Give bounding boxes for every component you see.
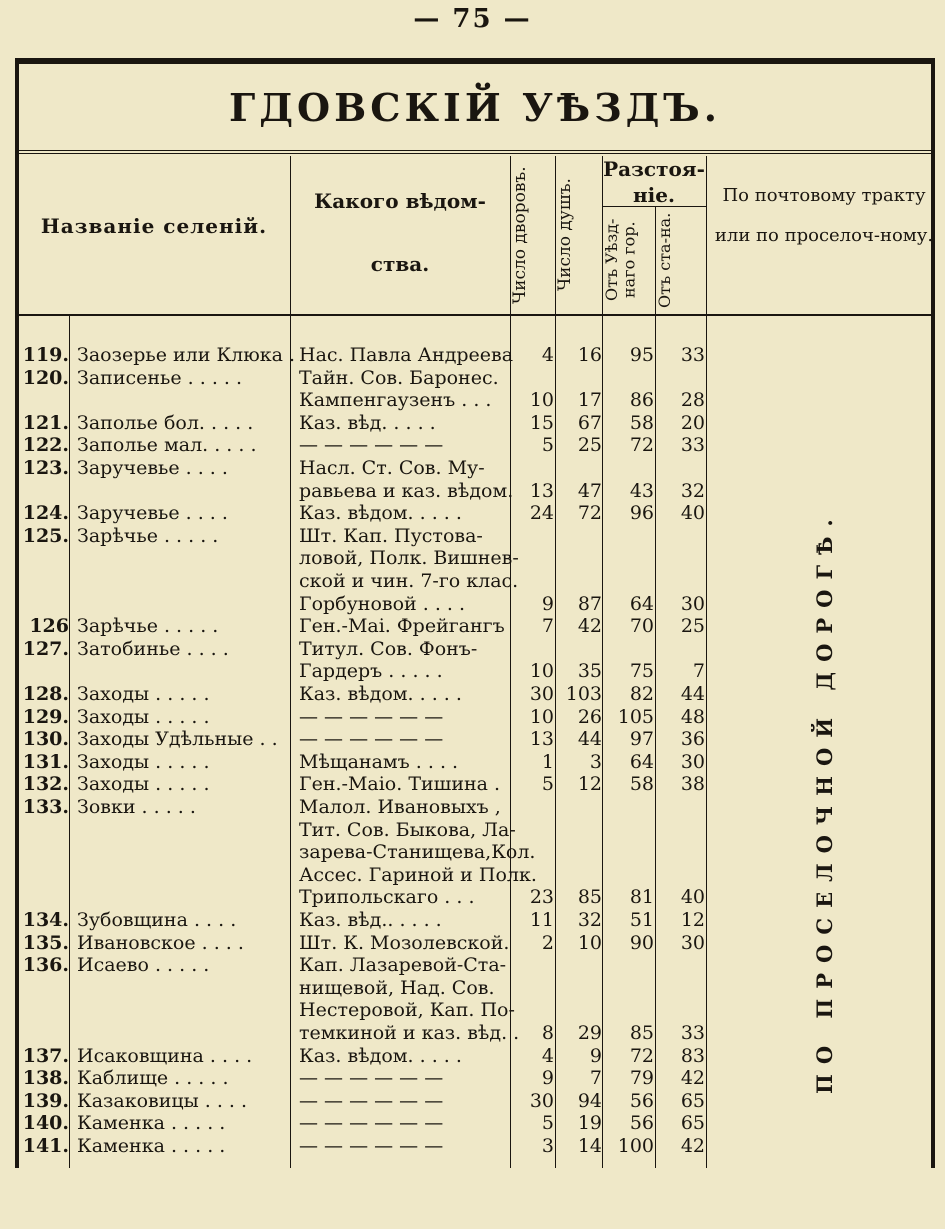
- settlement-name: Ивановское . . . .: [77, 931, 244, 954]
- distance-stan: 42: [680, 1067, 705, 1090]
- distance-stan: 36: [680, 728, 705, 751]
- table-row: [19, 615, 706, 638]
- table-row: [19, 773, 706, 796]
- table-row: [19, 683, 706, 706]
- row-number: 121.: [22, 411, 69, 434]
- row-number: 138.: [22, 1067, 69, 1090]
- distance-town: 64: [629, 750, 654, 773]
- page-title: ГДОВСКІЙ УѢЗДЪ.: [228, 84, 722, 130]
- yards-count: 30: [529, 1089, 554, 1112]
- header-department: [290, 189, 510, 277]
- column-divider: [706, 156, 707, 1168]
- department: Шт. К. Мозолевской.: [299, 931, 510, 954]
- row-number: 134.: [22, 909, 69, 931]
- department: Каз. вѣд.. . . . .: [299, 909, 442, 931]
- yards-count: 4: [541, 344, 554, 366]
- department: Нестеровой, Кап. По-: [299, 999, 515, 1022]
- settlement-name: Казаковицы . . . .: [77, 1089, 248, 1112]
- yards-count: 10: [529, 389, 554, 412]
- header-from-town: Отъ Уѣзд-наго гор.: [602, 218, 639, 302]
- yards-count: 13: [529, 479, 554, 502]
- yards-count: 10: [529, 705, 554, 728]
- table-row: [19, 796, 706, 819]
- distance-town: 58: [629, 411, 654, 434]
- row-number: 141.: [22, 1135, 69, 1157]
- distance-stan: 33: [680, 1022, 705, 1044]
- row-number: 119.: [22, 344, 69, 366]
- distance-town: 90: [629, 931, 654, 954]
- table-row: [19, 1067, 706, 1090]
- souls-count: 29: [577, 1022, 602, 1044]
- settlement-name: Заходы . . . . .: [77, 750, 210, 773]
- souls-count: 16: [577, 344, 602, 366]
- settlement-name: Исаковщина . . . .: [77, 1044, 253, 1067]
- settlement-name: Заручевье . . . .: [77, 457, 228, 479]
- header-from-stan: Отъ ста-на.: [655, 212, 674, 308]
- table-row: [19, 1022, 706, 1045]
- yards-count: 7: [541, 615, 554, 638]
- distance-town: 97: [629, 728, 654, 751]
- header-department-line1: Какого вѣдом-: [314, 189, 486, 213]
- department: Насл. Ст. Сов. Му-: [299, 457, 485, 479]
- settlement-name: Заручевье . . . .: [77, 502, 228, 525]
- souls-count: 25: [577, 434, 602, 457]
- header-department-line2: ства.: [370, 252, 430, 276]
- row-number: 136.: [22, 954, 69, 977]
- yards-count: 10: [529, 660, 554, 683]
- header-distance: Разстоя-ніе.: [603, 157, 705, 207]
- yards-count: 2: [541, 931, 554, 954]
- table-row: [19, 706, 706, 729]
- row-number: 128.: [22, 683, 69, 705]
- distance-town: 100: [617, 1135, 654, 1157]
- souls-count: 19: [577, 1112, 602, 1135]
- department: Каз. вѣдом. . . . .: [299, 502, 462, 525]
- distance-town: 51: [629, 909, 654, 931]
- souls-count: 14: [577, 1135, 602, 1157]
- distance-town: 75: [629, 660, 654, 683]
- yards-count: 15: [529, 411, 554, 434]
- department: Ассес. Гариной и Полк.: [299, 863, 537, 886]
- yards-count: 5: [541, 1112, 554, 1135]
- souls-count: 35: [577, 660, 602, 683]
- table-row: [19, 412, 706, 435]
- souls-count: 9: [589, 1044, 602, 1067]
- department: ской и чин. 7-го клас.: [299, 570, 519, 592]
- distance-stan: 7: [692, 660, 705, 683]
- department: — — — — — —: [299, 1135, 444, 1157]
- table-row: [19, 480, 706, 503]
- souls-count: 103: [565, 683, 602, 705]
- table-row: [19, 525, 706, 548]
- distance-stan: 48: [680, 705, 705, 728]
- row-number: 139.: [22, 1089, 69, 1112]
- distance-stan: 30: [680, 592, 705, 615]
- header-yards: Число дворовъ.: [510, 166, 530, 304]
- department: — — — — — —: [299, 1067, 444, 1090]
- table-row: [19, 344, 706, 367]
- souls-count: 7: [589, 1067, 602, 1090]
- department: Тайн. Сов. Баронес.: [299, 366, 499, 389]
- distance-town: 79: [629, 1067, 654, 1090]
- distance-stan: 20: [680, 411, 705, 434]
- distance-town: 58: [629, 773, 654, 796]
- settlement-name: Заходы . . . . .: [77, 705, 210, 728]
- department: Мѣщанамъ . . . .: [299, 750, 459, 773]
- table-frame: [15, 58, 935, 1168]
- souls-count: 72: [577, 502, 602, 525]
- table-row: [19, 886, 706, 909]
- table-row: [19, 728, 706, 751]
- row-number: 132.: [22, 773, 69, 796]
- distance-town: 72: [629, 434, 654, 457]
- table-row: [19, 1045, 706, 1068]
- table-row: [19, 977, 706, 1000]
- distance-town: 105: [617, 705, 654, 728]
- table-row: [19, 751, 706, 774]
- department: Каз. вѣд. . . . .: [299, 411, 436, 434]
- distance-town: 70: [629, 615, 654, 638]
- header-rule: [19, 314, 931, 316]
- yards-count: 3: [541, 1135, 554, 1157]
- department: нищевой, Над. Сов.: [299, 976, 495, 999]
- department: Титул. Сов. Фонъ-: [299, 637, 478, 660]
- distance-town: 86: [629, 389, 654, 412]
- table-row: [19, 660, 706, 683]
- distance-stan: 38: [680, 773, 705, 796]
- department: Каз. вѣдом. . . . .: [299, 683, 462, 705]
- distance-stan: 33: [680, 434, 705, 457]
- yards-count: 4: [541, 1044, 554, 1067]
- table-row: [19, 954, 706, 977]
- table-row: [19, 819, 706, 842]
- department: зарева-Станищева,Кол.: [299, 841, 536, 864]
- settlement-name: Заходы . . . . .: [77, 773, 210, 796]
- souls-count: 42: [577, 615, 602, 638]
- department: Шт. Кап. Пустова-: [299, 524, 483, 547]
- distance-town: 56: [629, 1112, 654, 1135]
- souls-count: 10: [577, 931, 602, 954]
- department: Ген.-Маі. Фрейгангъ: [299, 615, 505, 638]
- row-number: 133.: [22, 796, 69, 818]
- settlement-name: Каблище . . . . .: [77, 1067, 229, 1090]
- table-row: [19, 1135, 706, 1158]
- table-row: [19, 593, 706, 616]
- souls-count: 94: [577, 1089, 602, 1112]
- table-row: [19, 841, 706, 864]
- distance-stan: 30: [680, 931, 705, 954]
- distance-stan: 65: [680, 1112, 705, 1135]
- souls-count: 44: [577, 728, 602, 751]
- settlement-name: Заполье бол. . . . .: [77, 411, 254, 434]
- title-band: [19, 64, 931, 154]
- row-number: 137.: [22, 1044, 69, 1067]
- settlement-name: Затобинье . . . .: [77, 637, 229, 660]
- yards-count: 1: [541, 750, 554, 773]
- distance-town: 81: [629, 886, 654, 909]
- row-number: 125.: [22, 524, 69, 547]
- settlement-name: Записенье . . . . .: [77, 366, 243, 389]
- row-number: 135.: [22, 931, 69, 954]
- department: Каз. вѣдом. . . . .: [299, 1044, 462, 1067]
- table-row: [19, 864, 706, 887]
- settlement-name: Заполье мал. . . . .: [77, 434, 257, 457]
- table-row: [19, 638, 706, 661]
- row-number: 129.: [22, 705, 69, 728]
- road-type-vertical: [709, 394, 939, 1094]
- distance-town: 85: [629, 1022, 654, 1044]
- settlement-name: Зовки . . . . .: [77, 796, 196, 818]
- settlement-name: Заходы Удѣльные . .: [77, 728, 278, 751]
- table-row: [19, 909, 706, 932]
- distance-stan: 28: [680, 389, 705, 412]
- road-type-label: ПО ПРОСЕЛОЧНОЙ ДОРОГѢ.: [811, 509, 837, 1094]
- department: Трипольскаго . . .: [299, 886, 475, 909]
- department: — — — — — —: [299, 1089, 444, 1112]
- row-number: 122.: [22, 434, 69, 457]
- souls-count: 32: [577, 909, 602, 931]
- souls-count: 17: [577, 389, 602, 412]
- distance-town: 96: [629, 502, 654, 525]
- yards-count: 24: [529, 502, 554, 525]
- distance-stan: 33: [680, 344, 705, 366]
- souls-count: 3: [589, 750, 602, 773]
- distance-town: 82: [629, 683, 654, 705]
- header-road: По почтовому тракту или по проселоч-ному.: [714, 185, 934, 246]
- settlement-name: Каменка . . . . .: [77, 1135, 226, 1157]
- yards-count: 9: [541, 592, 554, 615]
- settlement-name: Заозерье или Клюка .: [77, 344, 296, 366]
- table-row: [19, 1112, 706, 1135]
- row-number: 131.: [22, 750, 69, 773]
- yards-count: 13: [529, 728, 554, 751]
- row-number: 130.: [22, 728, 69, 751]
- souls-count: 26: [577, 705, 602, 728]
- department: Кампенгаузенъ . . .: [299, 389, 492, 412]
- distance-stan: 40: [680, 886, 705, 909]
- row-number: 126: [29, 615, 69, 638]
- department: темкиной и каз. вѣд. .: [299, 1022, 520, 1044]
- souls-count: 12: [577, 773, 602, 796]
- settlement-name: Зубовщина . . . .: [77, 909, 237, 931]
- settlement-name: Зарѣчье . . . . .: [77, 524, 219, 547]
- distance-town: 72: [629, 1044, 654, 1067]
- yards-count: 11: [529, 909, 554, 931]
- department: равьева и каз. вѣдом.: [299, 479, 514, 502]
- table-row: [19, 547, 706, 570]
- department: — — — — — —: [299, 728, 444, 751]
- distance-stan: 65: [680, 1089, 705, 1112]
- settlement-name: Каменка . . . . .: [77, 1112, 226, 1135]
- department: Горбуновой . . . .: [299, 592, 466, 615]
- distance-town: 43: [629, 479, 654, 502]
- table-row: [19, 570, 706, 593]
- table-row: [19, 434, 706, 457]
- yards-count: 5: [541, 434, 554, 457]
- settlement-name: Заходы . . . . .: [77, 683, 210, 705]
- page-number: — 75 —: [413, 4, 532, 34]
- souls-count: 67: [577, 411, 602, 434]
- distance-town: 95: [629, 344, 654, 366]
- souls-count: 47: [577, 479, 602, 502]
- distance-stan: 83: [680, 1044, 705, 1067]
- table-row: [19, 932, 706, 955]
- distance-stan: 25: [680, 615, 705, 638]
- department: — — — — — —: [299, 434, 444, 457]
- distance-town: 64: [629, 592, 654, 615]
- department: Ген.-Маіо. Тишина .: [299, 773, 501, 796]
- row-number: 140.: [22, 1112, 69, 1135]
- row-number: 120.: [22, 366, 69, 389]
- yards-count: 9: [541, 1067, 554, 1090]
- department: Малол. Ивановыхъ ,: [299, 796, 501, 818]
- department: ловой, Полк. Вишнев-: [299, 547, 519, 570]
- souls-count: 87: [577, 592, 602, 615]
- yards-count: 5: [541, 773, 554, 796]
- distance-stan: 32: [680, 479, 705, 502]
- header-names: Названіе селеній.: [40, 214, 268, 238]
- table-row: [19, 1090, 706, 1113]
- table-row: [19, 457, 706, 480]
- table-row: [19, 502, 706, 525]
- department: Кап. Лазаревой-Ста-: [299, 954, 507, 977]
- table-row: [19, 999, 706, 1022]
- department: Гардеръ . . . . .: [299, 660, 443, 683]
- table-row: [19, 367, 706, 390]
- distance-stan: 12: [680, 909, 705, 931]
- yards-count: 30: [529, 683, 554, 705]
- distance-stan: 42: [680, 1135, 705, 1157]
- row-number: 127.: [22, 637, 69, 660]
- distance-town: 56: [629, 1089, 654, 1112]
- souls-count: 85: [577, 886, 602, 909]
- table-row: [19, 389, 706, 412]
- department: Тит. Сов. Быкова, Ла-: [299, 818, 516, 841]
- department: — — — — — —: [299, 1112, 444, 1135]
- department: — — — — — —: [299, 705, 444, 728]
- row-number: 123.: [22, 457, 69, 479]
- yards-count: 23: [529, 886, 554, 909]
- settlement-name: Исаево . . . . .: [77, 954, 210, 977]
- distance-stan: 40: [680, 502, 705, 525]
- distance-stan: 30: [680, 750, 705, 773]
- row-number: 124.: [22, 502, 69, 525]
- yards-count: 8: [541, 1022, 554, 1044]
- header-souls: Число душъ.: [555, 178, 575, 292]
- settlement-name: Зарѣчье . . . . .: [77, 615, 219, 638]
- distance-stan: 44: [680, 683, 705, 705]
- department: Нас. Павла Андреева: [299, 344, 514, 366]
